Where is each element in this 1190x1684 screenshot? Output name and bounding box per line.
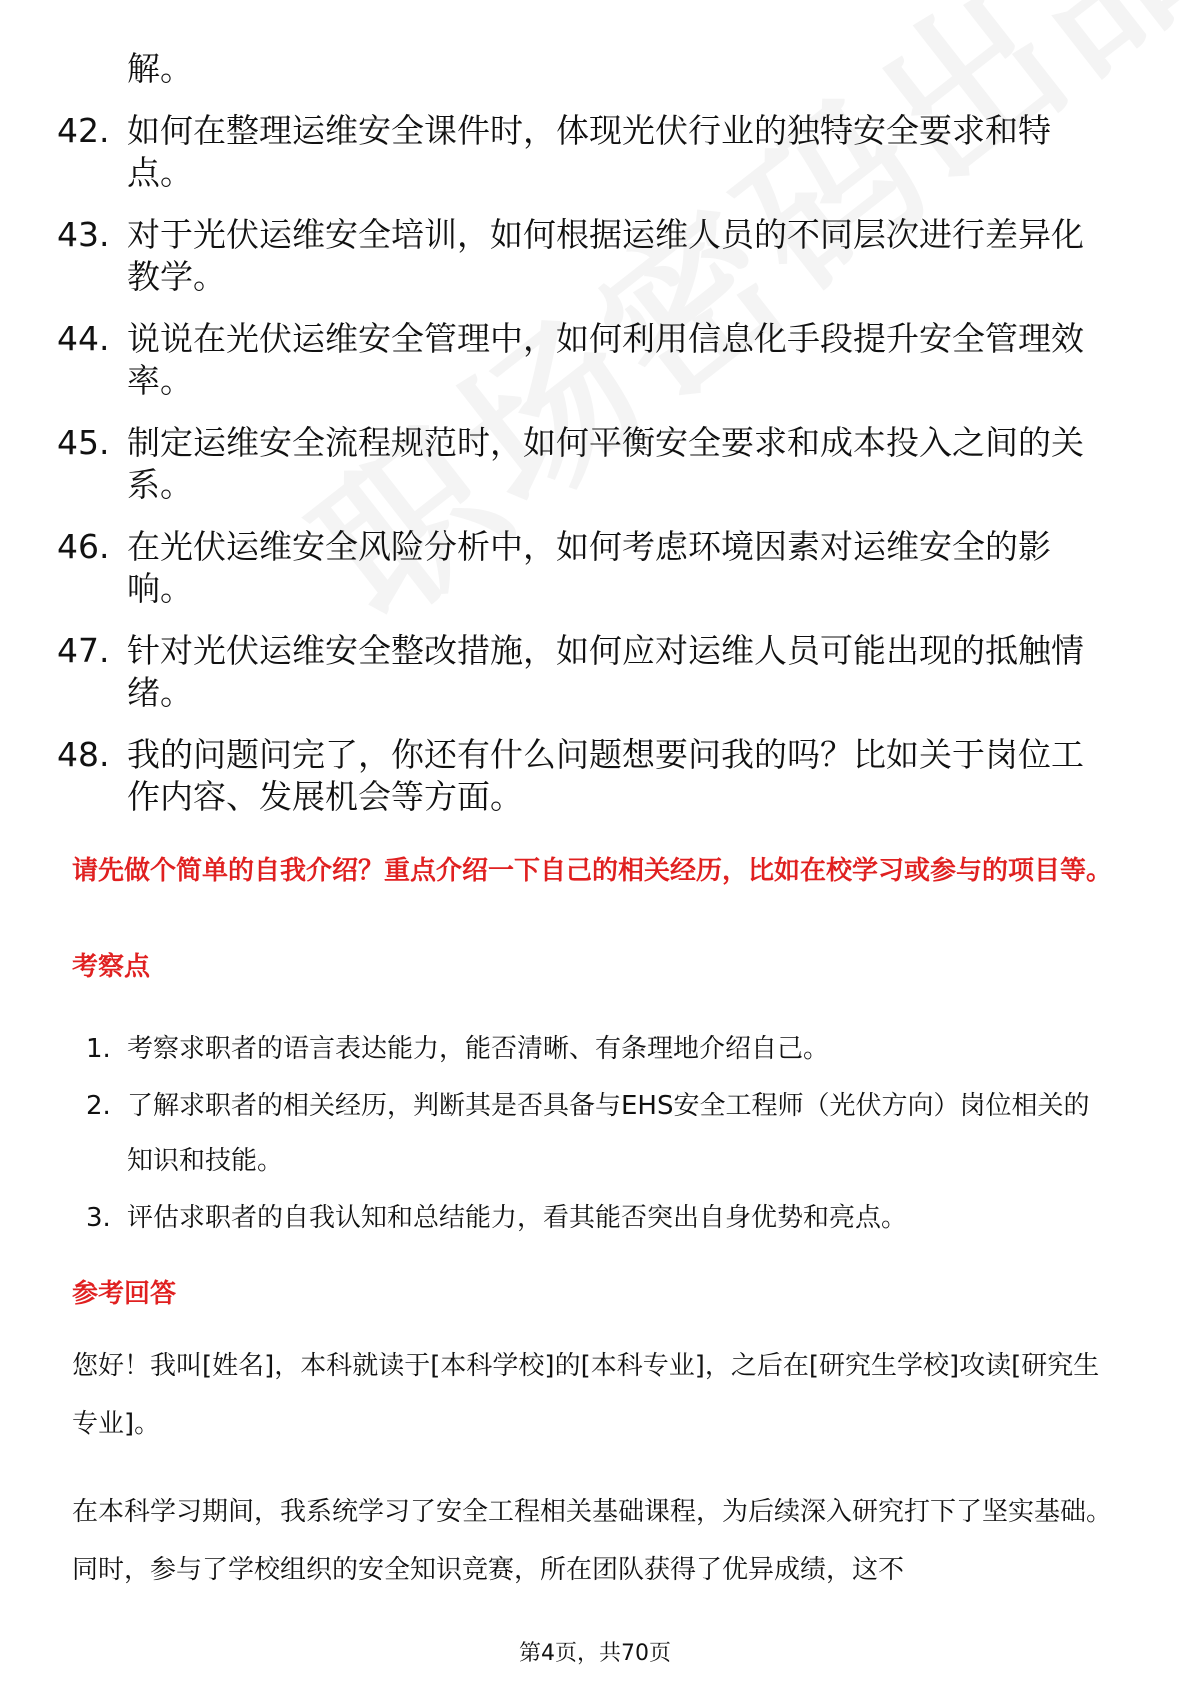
assessment-item [0, 1191, 1190, 1246]
assessment-text: 考察求职者的语言表达能力，能否清晰、有条理地介绍自己。 [127, 1034, 830, 1064]
question-number: 43. [57, 215, 110, 254]
assessment-text: 了解求职者的相关经历，判断其是否具备与EHS安全工程师（光伏方向）岗位相关的知识和技能。 [127, 1091, 1090, 1176]
question-number: 46. [57, 527, 110, 566]
page-footer: 第4页，共70页 [519, 1641, 671, 1666]
assessment-number: 2. [86, 1091, 111, 1121]
question-number: 42. [57, 111, 110, 150]
question-item [0, 734, 1190, 818]
question-text: 在光伏运维安全风险分析中，如何考虑环境因素对运维安全的影响。 [127, 527, 1051, 608]
question-item [0, 214, 1190, 298]
question-text: 说说在光伏运维安全管理中，如何利用信息化手段提升安全管理效率。 [127, 319, 1084, 400]
question-list [0, 48, 1190, 838]
assessment-heading: 考察点 [72, 952, 151, 982]
assessment-item [0, 1022, 1190, 1077]
question-text: 制定运维安全流程规范时，如何平衡安全要求和成本投入之间的关系。 [127, 423, 1084, 504]
assessment-number: 1. [86, 1034, 111, 1064]
question-number: 44. [57, 319, 110, 358]
question-text: 针对光伏运维安全整改措施，如何应对运维人员可能出现的抵触情绪。 [127, 631, 1084, 712]
answer-heading: 参考回答 [72, 1279, 177, 1309]
assessment-list [0, 1022, 1190, 1248]
question-text: 对于光伏运维安全培训，如何根据运维人员的不同层次进行差异化教学。 [127, 215, 1084, 296]
question-item [0, 110, 1190, 194]
assessment-item [0, 1079, 1190, 1189]
question-text: 我的问题问完了，你还有什么问题想要问我的吗？比如关于岗位工作内容、发展机会等方面。 [127, 735, 1084, 816]
question-item [0, 318, 1190, 402]
question-item [0, 526, 1190, 610]
question-continuation [0, 48, 1190, 90]
question-text: 解。 [127, 49, 193, 88]
question-item [0, 630, 1190, 714]
question-number: 45. [57, 423, 110, 462]
question-item [0, 422, 1190, 506]
answer-paragraph: 您好！我叫[姓名]，本科就读于[本科学校]的[本科专业]，之后在[研究生学校]攻读[研究生专业]。 [72, 1351, 1100, 1439]
question-number: 47. [57, 631, 110, 670]
assessment-number: 3. [86, 1203, 111, 1233]
answer-paragraph: 在本科学习期间，我系统学习了安全工程相关基础课程，为后续深入研究打下了坚实基础。同时，参与了学校组织的安全知识竞赛，所在团队获得了优异成绩，这不 [72, 1497, 1113, 1585]
main-question-heading: 请先做个简单的自我介绍？重点介绍一下自己的相关经历，比如在校学习或参与的项目等。 [72, 856, 1113, 886]
question-text: 如何在整理运维安全课件时，体现光伏行业的独特安全要求和特点。 [127, 111, 1051, 192]
question-number: 48. [57, 735, 110, 774]
assessment-text: 评估求职者的自我认知和总结能力，看其能否突出自身优势和亮点。 [127, 1203, 908, 1233]
